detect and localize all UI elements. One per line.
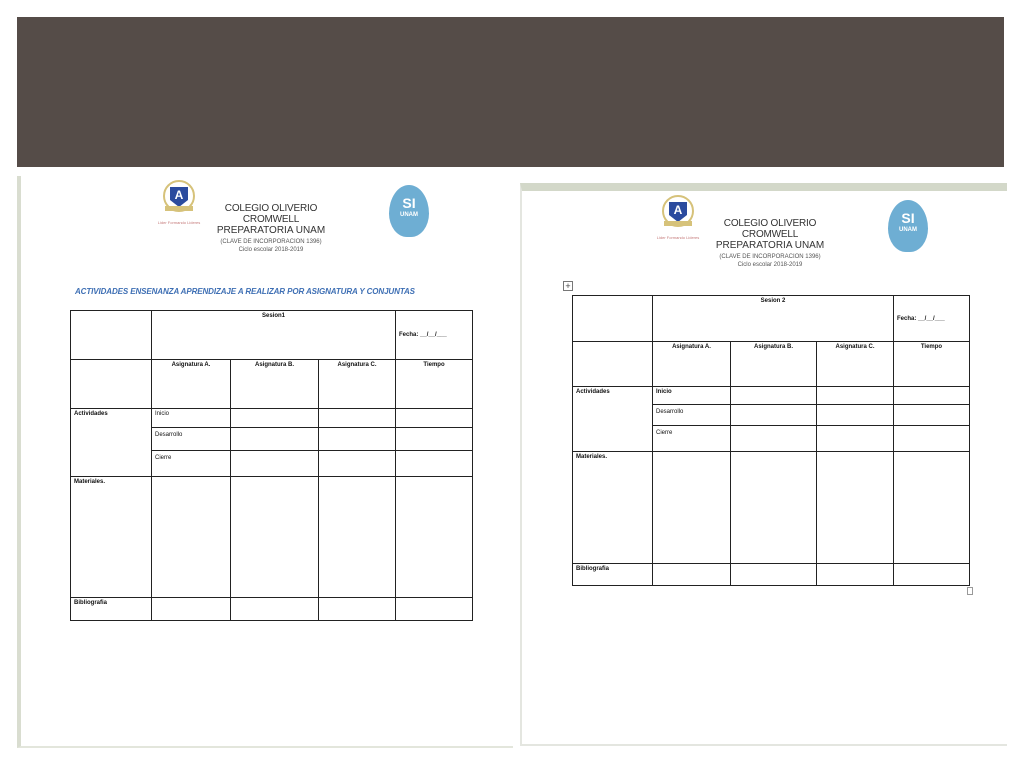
table-cell[interactable] bbox=[894, 387, 970, 405]
school-prep: PREPARATORIA UNAM bbox=[715, 240, 825, 251]
table-cell[interactable] bbox=[894, 426, 970, 452]
school-name: COLEGIO OLIVERIO CROMWELL bbox=[224, 203, 318, 225]
header-asignatura-c: Asignatura C. bbox=[817, 342, 894, 387]
table-cell[interactable] bbox=[152, 477, 231, 598]
school-clave: (CLAVE DE INCORPORACION 1396) bbox=[719, 254, 821, 260]
logo-motto: Lider Formando Lideres bbox=[157, 220, 201, 225]
row-label-bibliografia: Bibliografia bbox=[71, 598, 152, 621]
table-cell[interactable] bbox=[152, 598, 231, 621]
fecha-field: Fecha: __/__/___ bbox=[894, 296, 970, 342]
session-label: Sesion1 bbox=[152, 311, 396, 360]
table-cell[interactable] bbox=[319, 451, 396, 477]
row-label-desarrollo: Desarrollo bbox=[152, 428, 231, 451]
school-heading-right bbox=[705, 218, 835, 268]
row-label-bibliografia: Bibliografia bbox=[573, 564, 653, 586]
activities-title: ACTIVIDADES ENSENANZA APRENDIZAJE A REALIZAR POR ASIGNATURA Y CONJUNTAS bbox=[75, 287, 415, 296]
table-corner-cell bbox=[71, 311, 152, 360]
table-cell[interactable] bbox=[396, 428, 473, 451]
table-cell[interactable] bbox=[396, 598, 473, 621]
table-move-handle-icon[interactable]: + bbox=[563, 281, 573, 291]
table-cell[interactable] bbox=[231, 598, 319, 621]
school-heading-left bbox=[205, 203, 337, 253]
table-cell[interactable] bbox=[319, 409, 396, 428]
header-asignatura-c: Asignatura C. bbox=[319, 360, 396, 409]
table-cell[interactable] bbox=[817, 387, 894, 405]
table-cell[interactable] bbox=[731, 452, 817, 564]
table-cell[interactable] bbox=[817, 564, 894, 586]
header-asignatura-a: Asignatura A. bbox=[653, 342, 731, 387]
table-cell[interactable] bbox=[396, 477, 473, 598]
row-label-actividades: Actividades bbox=[71, 409, 152, 477]
table-cell[interactable] bbox=[231, 451, 319, 477]
table-cell[interactable] bbox=[731, 405, 817, 426]
colegio-logo-right: A Lider Formando Lideres bbox=[660, 195, 696, 245]
row-label-cierre: Cierre bbox=[653, 426, 731, 452]
header-asignatura-b: Asignatura B. bbox=[231, 360, 319, 409]
table-cell[interactable] bbox=[231, 409, 319, 428]
row-label-inicio: Inicio bbox=[653, 387, 731, 405]
fecha-field: Fecha: __/__/___ bbox=[396, 311, 473, 360]
table-cell[interactable] bbox=[731, 564, 817, 586]
table-cell[interactable] bbox=[817, 405, 894, 426]
table-corner-cell bbox=[573, 296, 653, 342]
session-table-left bbox=[70, 310, 473, 621]
table-cell[interactable] bbox=[731, 426, 817, 452]
logo-motto: Lider Formando Lideres bbox=[656, 235, 700, 240]
table-cell[interactable] bbox=[653, 564, 731, 586]
table-cell[interactable] bbox=[894, 452, 970, 564]
paragraph-end-mark-icon bbox=[967, 587, 973, 595]
school-name: COLEGIO OLIVERIO CROMWELL bbox=[723, 218, 817, 240]
school-ciclo: Ciclo escolar 2018-2019 bbox=[238, 247, 304, 253]
table-cell[interactable] bbox=[894, 564, 970, 586]
school-clave: (CLAVE DE INCORPORACION 1396) bbox=[220, 239, 322, 245]
row-label-materiales: Materiales. bbox=[71, 477, 152, 598]
row-label-actividades: Actividades bbox=[573, 387, 653, 452]
header-asignatura-a: Asignatura A. bbox=[152, 360, 231, 409]
table-cell[interactable] bbox=[231, 428, 319, 451]
colegio-logo-left: A Lider Formando Lideres bbox=[161, 180, 197, 230]
table-cell[interactable] bbox=[396, 409, 473, 428]
table-cell[interactable] bbox=[731, 387, 817, 405]
header-tiempo: Tiempo bbox=[396, 360, 473, 409]
table-cell[interactable] bbox=[231, 477, 319, 598]
si-unam-logo-right: SI UNAM bbox=[888, 200, 928, 252]
row-label-materiales: Materiales. bbox=[573, 452, 653, 564]
school-ciclo: Ciclo escolar 2018-2019 bbox=[737, 262, 803, 268]
si-unam-logo-left: SI UNAM bbox=[389, 185, 429, 237]
row-label-desarrollo: Desarrollo bbox=[653, 405, 731, 426]
table-cell[interactable] bbox=[319, 428, 396, 451]
table-cell[interactable] bbox=[319, 598, 396, 621]
table-cell[interactable] bbox=[817, 426, 894, 452]
session-table-right bbox=[572, 295, 970, 586]
table-cell[interactable] bbox=[396, 451, 473, 477]
school-prep: PREPARATORIA UNAM bbox=[216, 225, 326, 236]
header-tiempo: Tiempo bbox=[894, 342, 970, 387]
table-cell[interactable] bbox=[319, 477, 396, 598]
row-label-inicio: Inicio bbox=[152, 409, 231, 428]
table-cell[interactable] bbox=[894, 405, 970, 426]
row-label-cierre: Cierre bbox=[152, 451, 231, 477]
slide-header-bar bbox=[17, 17, 1004, 167]
session-label: Sesion 2 bbox=[653, 296, 894, 342]
table-cell[interactable] bbox=[653, 452, 731, 564]
header-asignatura-b: Asignatura B. bbox=[731, 342, 817, 387]
table-cell[interactable] bbox=[817, 452, 894, 564]
